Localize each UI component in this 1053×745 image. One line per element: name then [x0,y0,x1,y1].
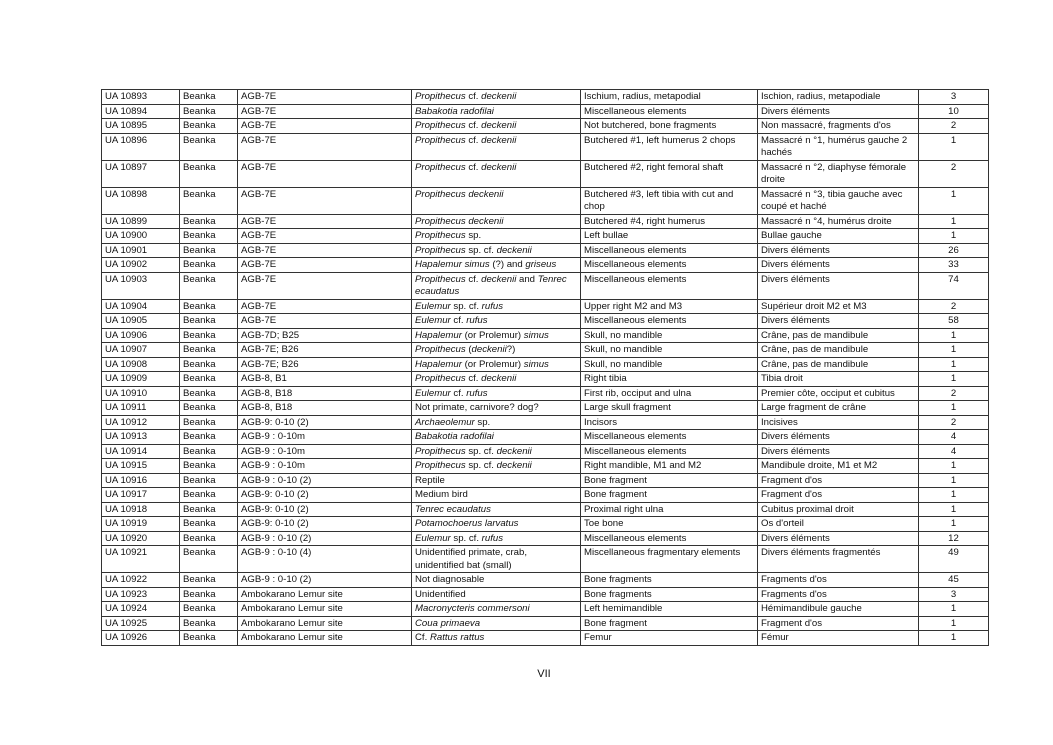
table-row [102,430,989,445]
site-cell: AGB-8, B18 [238,386,412,401]
table-row [102,531,989,546]
element-french-cell: Massacré n °1, humérus gauche 2 hachés [758,133,919,160]
catalog-number-cell: UA 10908 [102,357,180,372]
site-cell: AGB-9 : 0-10m [238,444,412,459]
element-french-cell: Fragments d'os [758,587,919,602]
table-row [102,587,989,602]
table-row [102,160,989,187]
count-cell: 1 [919,372,989,387]
locality-cell: Beanka [180,401,238,416]
element-french-cell: Massacré n °3, tibia gauche avec coupé et haché [758,187,919,214]
catalog-number-cell: UA 10907 [102,343,180,358]
count-cell: 1 [919,401,989,416]
taxon-cell: Propithecus sp. cf. deckenii [412,459,581,474]
locality-cell: Beanka [180,444,238,459]
taxon-cell: Eulemur sp. cf. rufus [412,531,581,546]
locality-cell: Beanka [180,314,238,329]
site-cell: Ambokarano Lemur site [238,631,412,646]
site-cell: AGB-7E [238,133,412,160]
locality-cell: Beanka [180,90,238,105]
count-cell: 1 [919,328,989,343]
taxon-cell: Unidentified [412,587,581,602]
locality-cell: Beanka [180,133,238,160]
site-cell: AGB-7E [238,299,412,314]
taxon-cell: Hapalemur (or Prolemur) simus [412,357,581,372]
site-cell: AGB-7D; B25 [238,328,412,343]
count-cell: 1 [919,502,989,517]
catalog-number-cell: UA 10902 [102,258,180,273]
site-cell: Ambokarano Lemur site [238,602,412,617]
element-english-cell: Skull, no mandible [581,343,758,358]
element-english-cell: Incisors [581,415,758,430]
catalog-number-cell: UA 10905 [102,314,180,329]
table-row [102,415,989,430]
element-french-cell: Crâne, pas de mandibule [758,328,919,343]
table-row [102,616,989,631]
element-english-cell: Bone fragment [581,488,758,503]
element-english-cell: Bone fragments [581,587,758,602]
site-cell: AGB-9 : 0-10 (2) [238,473,412,488]
count-cell: 1 [919,229,989,244]
taxon-cell: Coua primaeva [412,616,581,631]
element-english-cell: Butchered #2, right femoral shaft [581,160,758,187]
count-cell: 2 [919,299,989,314]
table-row [102,314,989,329]
locality-cell: Beanka [180,430,238,445]
element-french-cell: Divers éléments [758,444,919,459]
taxon-cell: Eulemur cf. rufus [412,314,581,329]
catalog-number-cell: UA 10906 [102,328,180,343]
taxon-cell: Reptile [412,473,581,488]
element-english-cell: Bone fragments [581,573,758,588]
element-english-cell: Miscellaneous elements [581,272,758,299]
locality-cell: Beanka [180,214,238,229]
count-cell: 2 [919,119,989,134]
taxon-cell: Propithecus deckenii [412,214,581,229]
element-english-cell: Left hemimandible [581,602,758,617]
element-french-cell: Fémur [758,631,919,646]
catalog-number-cell: UA 10894 [102,104,180,119]
element-english-cell: First rib, occiput and ulna [581,386,758,401]
table-row [102,517,989,532]
count-cell: 2 [919,415,989,430]
locality-cell: Beanka [180,160,238,187]
element-french-cell: Bullae gauche [758,229,919,244]
locality-cell: Beanka [180,299,238,314]
element-french-cell: Incisives [758,415,919,430]
catalog-number-cell: UA 10910 [102,386,180,401]
site-cell: AGB-7E [238,258,412,273]
catalog-number-cell: UA 10915 [102,459,180,474]
element-french-cell: Non massacré, fragments d'os [758,119,919,134]
catalog-number-cell: UA 10909 [102,372,180,387]
element-english-cell: Butchered #1, left humerus 2 chops [581,133,758,160]
element-english-cell: Miscellaneous elements [581,430,758,445]
site-cell: AGB-9: 0-10 (2) [238,415,412,430]
table-row [102,328,989,343]
element-english-cell: Skull, no mandible [581,357,758,372]
taxon-cell: Medium bird [412,488,581,503]
catalog-number-cell: UA 10921 [102,546,180,573]
catalog-number-cell: UA 10913 [102,430,180,445]
taxon-cell: Unidentified primate, crab, unidentified bat (small) [412,546,581,573]
element-english-cell: Large skull fragment [581,401,758,416]
locality-cell: Beanka [180,546,238,573]
element-french-cell: Divers éléments [758,430,919,445]
table-row [102,258,989,273]
count-cell: 2 [919,386,989,401]
count-cell: 1 [919,473,989,488]
catalog-number-cell: UA 10911 [102,401,180,416]
element-english-cell: Miscellaneous elements [581,258,758,273]
site-cell: AGB-9 : 0-10m [238,430,412,445]
count-cell: 4 [919,444,989,459]
locality-cell: Beanka [180,187,238,214]
element-english-cell: Skull, no mandible [581,328,758,343]
locality-cell: Beanka [180,119,238,134]
site-cell: AGB-9 : 0-10m [238,459,412,474]
element-english-cell: Upper right M2 and M3 [581,299,758,314]
taxon-cell: Tenrec ecaudatus [412,502,581,517]
table-row [102,372,989,387]
element-english-cell: Not butchered, bone fragments [581,119,758,134]
count-cell: 33 [919,258,989,273]
element-english-cell: Miscellaneous elements [581,531,758,546]
element-french-cell: Hémimandibule gauche [758,602,919,617]
catalog-number-cell: UA 10923 [102,587,180,602]
table-row [102,299,989,314]
element-english-cell: Miscellaneous elements [581,314,758,329]
locality-cell: Beanka [180,372,238,387]
site-cell: AGB-9 : 0-10 (2) [238,573,412,588]
catalog-number-cell: UA 10904 [102,299,180,314]
element-french-cell: Premier côte, occiput et cubitus [758,386,919,401]
taxon-cell: Propithecus deckenii [412,187,581,214]
element-french-cell: Ischion, radius, metapodiale [758,90,919,105]
locality-cell: Beanka [180,272,238,299]
element-french-cell: Large fragment de crâne [758,401,919,416]
locality-cell: Beanka [180,459,238,474]
element-english-cell: Bone fragment [581,616,758,631]
taxon-cell: Hapalemur simus (?) and griseus [412,258,581,273]
taxon-cell: Archaeolemur sp. [412,415,581,430]
element-french-cell: Divers éléments [758,272,919,299]
site-cell: AGB-9 : 0-10 (2) [238,531,412,546]
taxon-cell: Propithecus (deckenii?) [412,343,581,358]
table-row [102,133,989,160]
element-french-cell: Massacré n °2, diaphyse fémorale droite [758,160,919,187]
element-english-cell: Miscellaneous elements [581,104,758,119]
site-cell: AGB-7E; B26 [238,343,412,358]
site-cell: AGB-7E [238,90,412,105]
element-french-cell: Os d'orteil [758,517,919,532]
site-cell: AGB-7E [238,187,412,214]
element-french-cell: Fragments d'os [758,573,919,588]
count-cell: 58 [919,314,989,329]
element-english-cell: Right tibia [581,372,758,387]
site-cell: AGB-8, B18 [238,401,412,416]
count-cell: 1 [919,517,989,532]
site-cell: AGB-7E [238,104,412,119]
taxon-cell: Propithecus cf. deckenii [412,119,581,134]
site-cell: AGB-7E [238,160,412,187]
taxon-cell: Babakotia radofilai [412,430,581,445]
table-row [102,546,989,573]
locality-cell: Beanka [180,258,238,273]
element-french-cell: Tibia droit [758,372,919,387]
count-cell: 10 [919,104,989,119]
count-cell: 49 [919,546,989,573]
catalog-number-cell: UA 10916 [102,473,180,488]
locality-cell: Beanka [180,573,238,588]
count-cell: 1 [919,187,989,214]
table-row [102,444,989,459]
specimen-table-body [102,90,989,646]
table-row [102,631,989,646]
element-english-cell: Miscellaneous elements [581,444,758,459]
element-french-cell: Divers éléments [758,314,919,329]
element-french-cell: Supérieur droit M2 et M3 [758,299,919,314]
taxon-cell: Propithecus cf. deckenii [412,133,581,160]
table-row [102,502,989,517]
table-row [102,459,989,474]
table-row [102,243,989,258]
taxon-cell: Propithecus sp. cf. deckenii [412,243,581,258]
site-cell: AGB-7E; B26 [238,357,412,372]
table-row [102,573,989,588]
taxon-cell: Potamochoerus larvatus [412,517,581,532]
site-cell: AGB-7E [238,243,412,258]
taxon-cell: Cf. Rattus rattus [412,631,581,646]
count-cell: 4 [919,430,989,445]
table-row [102,488,989,503]
locality-cell: Beanka [180,357,238,372]
catalog-number-cell: UA 10899 [102,214,180,229]
element-french-cell: Divers éléments [758,104,919,119]
locality-cell: Beanka [180,343,238,358]
catalog-number-cell: UA 10922 [102,573,180,588]
taxon-cell: Propithecus cf. deckenii [412,160,581,187]
locality-cell: Beanka [180,502,238,517]
count-cell: 26 [919,243,989,258]
element-french-cell: Mandibule droite, M1 et M2 [758,459,919,474]
taxon-cell: Not diagnosable [412,573,581,588]
catalog-number-cell: UA 10917 [102,488,180,503]
locality-cell: Beanka [180,104,238,119]
table-row [102,343,989,358]
site-cell: AGB-7E [238,272,412,299]
site-cell: AGB-9: 0-10 (2) [238,488,412,503]
site-cell: Ambokarano Lemur site [238,587,412,602]
site-cell: AGB-7E [238,214,412,229]
locality-cell: Beanka [180,328,238,343]
table-row [102,229,989,244]
taxon-cell: Propithecus cf. deckenii [412,372,581,387]
locality-cell: Beanka [180,243,238,258]
specimen-table [101,89,989,646]
taxon-cell: Hapalemur (or Prolemur) simus [412,328,581,343]
count-cell: 1 [919,616,989,631]
element-french-cell: Fragment d'os [758,488,919,503]
site-cell: AGB-7E [238,229,412,244]
table-row [102,214,989,229]
element-english-cell: Toe bone [581,517,758,532]
count-cell: 74 [919,272,989,299]
taxon-cell: Propithecus cf. deckenii and Tenrec ecaudatus [412,272,581,299]
element-french-cell: Divers éléments [758,258,919,273]
count-cell: 1 [919,602,989,617]
catalog-number-cell: UA 10903 [102,272,180,299]
element-french-cell: Divers éléments fragmentés [758,546,919,573]
count-cell: 1 [919,214,989,229]
element-french-cell: Massacré n °4, humérus droite [758,214,919,229]
count-cell: 1 [919,133,989,160]
site-cell: AGB-9: 0-10 (2) [238,517,412,532]
element-french-cell: Fragment d'os [758,473,919,488]
catalog-number-cell: UA 10919 [102,517,180,532]
catalog-number-cell: UA 10896 [102,133,180,160]
locality-cell: Beanka [180,229,238,244]
catalog-number-cell: UA 10901 [102,243,180,258]
site-cell: Ambokarano Lemur site [238,616,412,631]
catalog-number-cell: UA 10926 [102,631,180,646]
element-english-cell: Left bullae [581,229,758,244]
taxon-cell: Not primate, carnivore? dog? [412,401,581,416]
locality-cell: Beanka [180,587,238,602]
count-cell: 45 [919,573,989,588]
element-french-cell: Crâne, pas de mandibule [758,357,919,372]
element-french-cell: Cubitus proximal droit [758,502,919,517]
table-row [102,119,989,134]
element-french-cell: Divers éléments [758,243,919,258]
element-french-cell: Divers éléments [758,531,919,546]
count-cell: 1 [919,357,989,372]
element-english-cell: Bone fragment [581,473,758,488]
count-cell: 2 [919,160,989,187]
count-cell: 1 [919,343,989,358]
element-english-cell: Butchered #4, right humerus [581,214,758,229]
catalog-number-cell: UA 10925 [102,616,180,631]
element-english-cell: Proximal right ulna [581,502,758,517]
table-row [102,187,989,214]
count-cell: 12 [919,531,989,546]
catalog-number-cell: UA 10898 [102,187,180,214]
locality-cell: Beanka [180,531,238,546]
catalog-number-cell: UA 10893 [102,90,180,105]
taxon-cell: Babakotia radofilai [412,104,581,119]
locality-cell: Beanka [180,616,238,631]
catalog-number-cell: UA 10895 [102,119,180,134]
locality-cell: Beanka [180,386,238,401]
locality-cell: Beanka [180,488,238,503]
page-number: VII [537,668,551,680]
element-english-cell: Femur [581,631,758,646]
table-row [102,401,989,416]
table-row [102,473,989,488]
taxon-cell: Propithecus sp. cf. deckenii [412,444,581,459]
site-cell: AGB-8, B1 [238,372,412,387]
locality-cell: Beanka [180,631,238,646]
table-row [102,90,989,105]
table-row [102,602,989,617]
element-english-cell: Miscellaneous fragmentary elements [581,546,758,573]
count-cell: 3 [919,90,989,105]
table-row [102,357,989,372]
site-cell: AGB-9: 0-10 (2) [238,502,412,517]
element-english-cell: Miscellaneous elements [581,243,758,258]
locality-cell: Beanka [180,473,238,488]
catalog-number-cell: UA 10897 [102,160,180,187]
table-row [102,272,989,299]
count-cell: 3 [919,587,989,602]
element-french-cell: Fragment d'os [758,616,919,631]
count-cell: 1 [919,488,989,503]
catalog-number-cell: UA 10918 [102,502,180,517]
taxon-cell: Eulemur sp. cf. rufus [412,299,581,314]
site-cell: AGB-7E [238,314,412,329]
taxon-cell: Macronycteris commersoni [412,602,581,617]
locality-cell: Beanka [180,602,238,617]
element-french-cell: Crâne, pas de mandibule [758,343,919,358]
taxon-cell: Propithecus sp. [412,229,581,244]
element-english-cell: Right mandible, M1 and M2 [581,459,758,474]
catalog-number-cell: UA 10912 [102,415,180,430]
catalog-number-cell: UA 10900 [102,229,180,244]
count-cell: 1 [919,631,989,646]
locality-cell: Beanka [180,415,238,430]
element-english-cell: Butchered #3, left tibia with cut and chop [581,187,758,214]
catalog-number-cell: UA 10914 [102,444,180,459]
table-row [102,104,989,119]
site-cell: AGB-9 : 0-10 (4) [238,546,412,573]
count-cell: 1 [919,459,989,474]
taxon-cell: Eulemur cf. rufus [412,386,581,401]
catalog-number-cell: UA 10920 [102,531,180,546]
site-cell: AGB-7E [238,119,412,134]
taxon-cell: Propithecus cf. deckenii [412,90,581,105]
element-english-cell: Ischium, radius, metapodial [581,90,758,105]
catalog-number-cell: UA 10924 [102,602,180,617]
locality-cell: Beanka [180,517,238,532]
table-row [102,386,989,401]
